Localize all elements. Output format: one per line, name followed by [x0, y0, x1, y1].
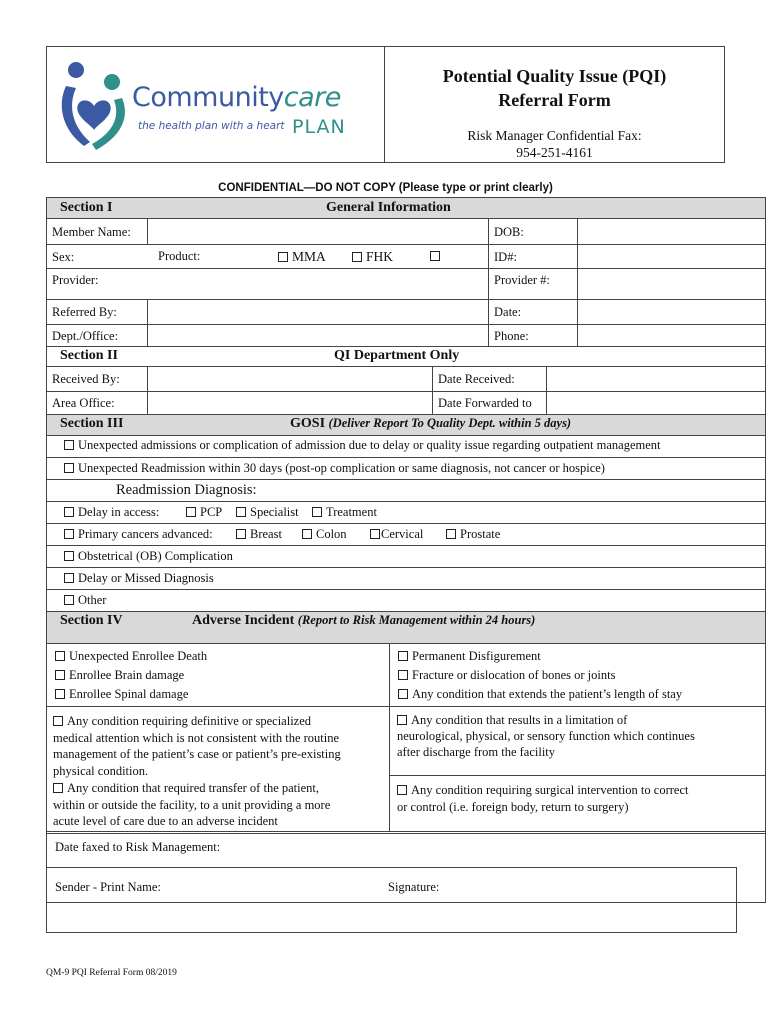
colon-label: Colon — [316, 527, 347, 541]
section3-label: Section III — [60, 416, 124, 431]
dept-office-label: Dept./Office: — [52, 329, 119, 343]
dob-field[interactable] — [578, 219, 765, 243]
section2-title: QI Department Only — [334, 348, 460, 363]
date-forwarded-field[interactable] — [547, 392, 765, 413]
date-faxed-label: Date faxed to Risk Management: — [55, 840, 221, 854]
col-line — [389, 643, 390, 831]
incident-label-line: after discharge from the facility — [397, 745, 556, 759]
incident-checkbox[interactable] — [53, 783, 63, 793]
incident-option[interactable] — [55, 685, 207, 704]
colon-checkbox[interactable] — [302, 529, 312, 539]
incident-label: Fracture or dislocation of bones or joints — [412, 668, 616, 682]
row-line — [46, 346, 766, 347]
phone-label: Phone: — [494, 329, 529, 343]
section4-rule — [46, 643, 766, 644]
incident-label: Any condition requiring surgical intervention to correct — [411, 783, 689, 797]
pcp-checkbox[interactable] — [186, 507, 196, 517]
community-care-plan-logo — [56, 58, 376, 158]
incident-label: Any condition requiring definitive or specialized — [67, 714, 312, 728]
referred-by-field[interactable] — [148, 300, 487, 323]
incident-label-line: medical attention which is not consistent with the routine — [53, 730, 340, 745]
other-product-checkbox[interactable] — [430, 251, 440, 261]
date-label: Date: — [494, 305, 522, 319]
incident-checkbox[interactable] — [55, 670, 65, 680]
referred-by-label: Referred By: — [52, 305, 117, 319]
cervical-checkbox[interactable] — [370, 529, 380, 539]
mma-option[interactable] — [278, 249, 326, 265]
incident-checkbox[interactable] — [53, 716, 63, 726]
section4-left-block-1 — [55, 647, 207, 704]
section1-label: Section I — [60, 200, 113, 215]
section3-rule — [46, 435, 766, 436]
treatment-option[interactable] — [312, 505, 377, 520]
row-line — [46, 545, 766, 546]
mma-checkbox[interactable] — [278, 252, 288, 262]
delay-diagnosis-option[interactable] — [64, 571, 214, 586]
row-line — [46, 479, 766, 480]
incident-option[interactable] — [397, 782, 688, 799]
specialist-checkbox[interactable] — [236, 507, 246, 517]
delay-diagnosis-label: Delay or Missed Diagnosis — [78, 571, 214, 585]
section1-title: General Information — [326, 200, 451, 215]
provider-number-field[interactable] — [578, 269, 765, 298]
date-forwarded-label: Date Forwarded to — [438, 396, 532, 410]
date-received-label: Date Received: — [438, 372, 515, 386]
incident-checkbox[interactable] — [397, 715, 407, 725]
breast-option[interactable] — [236, 527, 282, 542]
form-title-line1: Potential Quality Issue (PQI) — [442, 66, 667, 86]
section4-title — [192, 613, 535, 630]
breast-label: Breast — [250, 527, 282, 541]
fax-label: Risk Manager Confidential Fax: — [467, 128, 642, 143]
incident-label: Permanent Disfigurement — [412, 649, 541, 663]
col-line — [488, 218, 489, 346]
member-name-label: Member Name: — [52, 225, 131, 239]
other-product-option[interactable] — [430, 249, 444, 264]
id-field[interactable] — [578, 245, 765, 267]
row-line — [46, 611, 766, 612]
colon-option[interactable] — [302, 527, 347, 542]
incident-checkbox[interactable] — [398, 651, 408, 661]
gosi-item-2[interactable] — [64, 461, 605, 476]
incident-checkbox[interactable] — [397, 785, 407, 795]
ob-complication-option[interactable] — [64, 549, 233, 564]
incident-label-line: acute level of care due to an adverse incident — [53, 814, 278, 828]
treatment-label: Treatment — [326, 505, 377, 519]
prostate-label: Prostate — [460, 527, 501, 541]
cervical-label: Cervical — [381, 527, 424, 541]
specialist-option[interactable] — [236, 505, 299, 520]
section4-right-block-3 — [397, 782, 688, 816]
sex-label: Sex: — [52, 250, 75, 264]
logo-tagline: the health plan with a heart — [138, 120, 285, 132]
gosi-item-2-checkbox[interactable] — [64, 463, 74, 473]
gosi-item-1-checkbox[interactable] — [64, 440, 74, 450]
date-received-field[interactable] — [547, 367, 765, 390]
incident-label-line: or control (i.e. foreign body, return to surgery) — [397, 800, 629, 814]
logo-name-community: Community — [132, 82, 284, 113]
date-field[interactable] — [578, 300, 765, 323]
product-label: Product: — [158, 249, 201, 263]
adverse-incident-note: (Report to Risk Management within 24 hours) — [297, 613, 536, 627]
section4-left-block-2 — [53, 713, 341, 830]
provider-number-label: Provider #: — [494, 273, 550, 287]
row-line — [46, 706, 766, 707]
readmission-diagnosis-label: Readmission Diagnosis: — [116, 482, 257, 498]
incident-label-line: within or outside the facility, to a unit providing a more — [53, 797, 331, 812]
gosi-note: (Deliver Report To Quality Dept. within 5 days) — [328, 416, 572, 430]
incident-label: Unexpected Enrollee Death — [69, 649, 208, 663]
incident-option[interactable] — [55, 666, 207, 685]
row-line — [389, 775, 766, 776]
col-line — [432, 366, 433, 414]
delay-in-access-checkbox[interactable] — [64, 507, 74, 517]
prostate-checkbox[interactable] — [446, 529, 456, 539]
cervical-option[interactable] — [370, 527, 423, 542]
sender-print-name-field[interactable] — [180, 870, 380, 900]
sender-print-name-label: Sender - Print Name: — [55, 880, 161, 894]
prostate-option[interactable] — [446, 527, 500, 542]
incident-checkbox[interactable] — [398, 670, 408, 680]
signature-field[interactable] — [450, 870, 730, 900]
confidential-note: CONFIDENTIAL—DO NOT COPY (Please type or print clearly) — [218, 182, 553, 194]
readmission-diagnosis-field[interactable] — [270, 481, 764, 499]
primary-cancers-row — [64, 527, 213, 542]
footer-form-code: QM-9 PQI Referral Form 08/2019 — [46, 968, 177, 978]
primary-cancers-checkbox[interactable] — [64, 529, 74, 539]
section4-label: Section IV — [60, 613, 123, 628]
incident-option[interactable] — [55, 647, 207, 666]
treatment-checkbox[interactable] — [312, 507, 322, 517]
form-title-line2: Referral Form — [498, 90, 611, 110]
incident-label: Any condition that extends the patient’s length of stay — [412, 687, 683, 701]
incident-label: Enrollee Spinal damage — [69, 687, 189, 701]
delay-diagnosis-checkbox[interactable] — [64, 573, 74, 583]
received-by-label: Received By: — [52, 372, 120, 386]
phone-field[interactable] — [578, 325, 765, 345]
incident-option[interactable] — [53, 713, 341, 730]
other-option[interactable] — [64, 593, 106, 608]
primary-cancers-label: Primary cancers advanced: — [78, 527, 213, 541]
incident-option[interactable] — [53, 780, 341, 797]
area-office-field[interactable] — [148, 392, 431, 413]
dept-office-field[interactable] — [148, 325, 487, 345]
heart-people-icon — [56, 58, 132, 154]
incident-checkbox[interactable] — [398, 689, 408, 699]
date-faxed-field[interactable] — [250, 834, 760, 864]
logo-plan: PLAN — [292, 116, 346, 138]
incident-label-line: neurological, physical, or sensory function which continues — [397, 729, 695, 743]
incident-label-line: physical condition. — [53, 763, 149, 778]
logo-name-care: care — [283, 82, 341, 113]
breast-checkbox[interactable] — [236, 529, 246, 539]
incident-checkbox[interactable] — [55, 651, 65, 661]
dob-label: DOB: — [494, 225, 524, 239]
provider-label: Provider: — [52, 273, 99, 287]
fhk-option[interactable] — [352, 249, 393, 265]
fhk-label: FHK — [366, 249, 394, 264]
other-label: Other — [78, 593, 107, 607]
ob-complication-label: Obstetrical (OB) Complication — [78, 549, 233, 563]
id-label: ID#: — [494, 250, 517, 264]
area-office-label: Area Office: — [52, 396, 115, 410]
pcp-option[interactable] — [186, 505, 222, 520]
section2-label: Section II — [60, 348, 118, 363]
delay-in-access-label: Delay in access: — [78, 505, 160, 519]
incident-label-line: management of the patient’s case or patient’s pre-existing — [53, 747, 341, 761]
gosi-item-1[interactable] — [64, 438, 661, 453]
row-line — [46, 501, 766, 502]
row-line — [46, 567, 766, 568]
gosi-item-1-label: Unexpected admissions or complication of admission due to delay or quality issue regarding outpatient management — [78, 438, 661, 452]
delay-in-access-row — [64, 505, 159, 520]
row-line — [46, 457, 766, 458]
section3-title — [290, 416, 571, 433]
section4-right-block-1 — [398, 647, 682, 704]
signature-label: Signature: — [388, 880, 440, 894]
adverse-incident-title: Adverse Incident — [192, 613, 295, 628]
fax-number: 954-251-4161 — [516, 145, 593, 160]
member-name-field[interactable] — [148, 219, 487, 243]
incident-checkbox[interactable] — [55, 689, 65, 699]
logo-name — [132, 82, 341, 114]
incident-label: Any condition that required transfer of the patient, — [67, 781, 320, 795]
incident-option[interactable] — [397, 712, 695, 728]
gosi-title: GOSI — [290, 416, 326, 431]
row-line — [46, 589, 766, 590]
pcp-label: PCP — [200, 505, 223, 519]
row-line — [46, 523, 766, 524]
section4-right-block-2 — [397, 712, 695, 760]
received-by-field[interactable] — [148, 367, 431, 390]
incident-label: Any condition that results in a limitation of — [411, 713, 628, 727]
mma-label: MMA — [292, 249, 326, 264]
other-checkbox[interactable] — [64, 595, 74, 605]
specialist-label: Specialist — [250, 505, 299, 519]
gosi-item-2-label: Unexpected Readmission within 30 days (post-op complication or same diagnosis, not cancer or hospice) — [78, 461, 605, 475]
ob-complication-checkbox[interactable] — [64, 551, 74, 561]
incident-option[interactable] — [398, 666, 682, 685]
incident-option[interactable] — [398, 647, 682, 666]
incident-label: Enrollee Brain damage — [69, 668, 185, 682]
incident-option[interactable] — [398, 685, 682, 704]
fhk-checkbox[interactable] — [352, 252, 362, 262]
